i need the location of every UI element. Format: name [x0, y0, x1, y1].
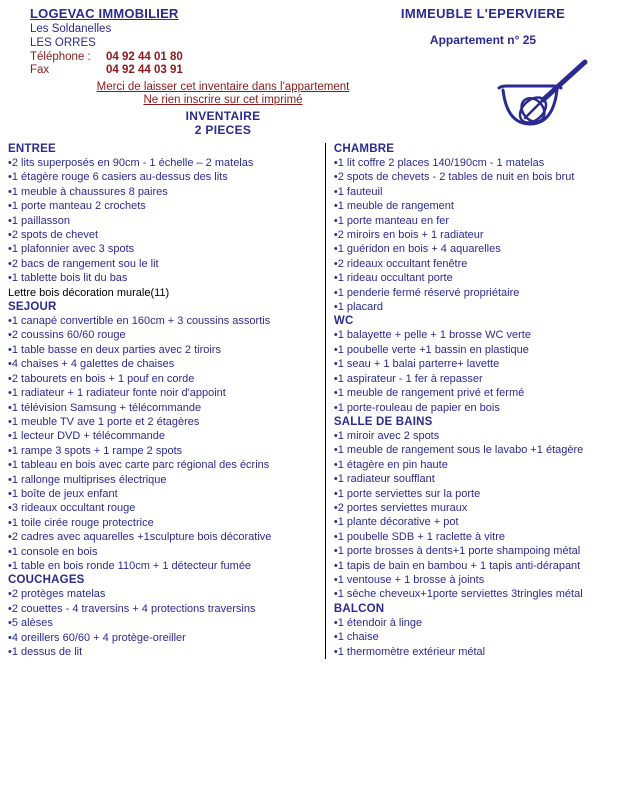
list-item: •2 spots de chevet [8, 229, 99, 242]
list-item: •1 rideau occultant porte [333, 272, 453, 285]
section-title-couchages: COUCHAGES [8, 574, 85, 587]
list-item: •2 coussins 60/60 rouge [8, 329, 126, 342]
section-items-balcon [334, 616, 631, 659]
section-items-sejour [8, 314, 319, 573]
agency-address-line1: Les Soldanelles [30, 23, 112, 35]
list-item: •1 meuble de rangement privé et fermé [333, 387, 525, 400]
apartment-number: Appartement n° 25 [429, 33, 537, 47]
notices-block [8, 81, 438, 137]
agency-address-line2: LES ORRES [30, 37, 96, 49]
inventory-columns [8, 143, 631, 659]
list-item: •1 radiateur + 1 radiateur fonte noir d'appoint [8, 387, 226, 400]
phone-row [30, 51, 338, 63]
list-item: •1 chaise [333, 631, 379, 644]
list-item: •1 canapé convertible en 160cm + 3 coussins assortis [8, 315, 271, 328]
section-items-couchages [8, 587, 319, 659]
list-item: •1 radiateur soufflant [333, 473, 435, 486]
list-item: •4 chaises + 4 galettes de chaises [8, 358, 175, 371]
list-item: •2 protèges matelas [8, 588, 106, 601]
phone-label: Téléphone : [30, 51, 91, 63]
list-item: •1 tapis de bain en bambou + 1 tapis anti-dérapant [333, 559, 581, 572]
fax-label: Fax [30, 64, 50, 76]
list-item: •1 rampe 3 spots + 1 rampe 2 spots [8, 444, 183, 457]
list-item: •1 lit coffre 2 places 140/190cm - 1 matelas [333, 157, 545, 169]
list-item: •1 rallonge multiprises électrique [8, 473, 167, 486]
list-item: •1 porte serviettes sur la porte [333, 487, 481, 500]
list-item-wall-decor: Lettre bois décoration murale(11) [8, 286, 170, 299]
inventory-subtitle: 2 PIECES [194, 123, 252, 137]
list-item: •2 lits superposés en 90cm - 1 échelle – 2 matelas [8, 157, 254, 169]
list-item: •1 télévision Samsung + télécommande [8, 401, 202, 414]
list-item: •1 porte brosses à dents+1 porte shampoing métal [333, 545, 581, 558]
list-item: •1 étagère en pin haute [333, 458, 448, 471]
list-item: •1 aspirateur - 1 fer à repasser [333, 372, 483, 385]
list-item: •1 dessus de lit [8, 646, 83, 658]
section-title-entree: ENTREE [8, 143, 56, 155]
list-item: •1 lecteur DVD + télécommande [8, 430, 166, 443]
section-items-chambre [334, 156, 631, 314]
section-title-chambre: CHAMBRE [333, 143, 395, 155]
list-item: •3 rideaux occultant rouge [8, 502, 136, 515]
list-item: •1 thermomètre extérieur métal [333, 645, 486, 658]
fax-row [30, 64, 338, 76]
section-title-salle-de-bains: SALLE DE BAINS [333, 415, 433, 428]
list-item: •1 porte manteau 2 crochets [8, 200, 146, 213]
list-item: •1 fauteuil [333, 185, 383, 198]
section-title-wc: WC [333, 315, 354, 328]
list-item: •1 balayette + pelle + 1 brosse WC verte [333, 329, 531, 342]
agency-name: LOGEVAC IMMOBILIER [30, 6, 179, 21]
list-item: •2 couettes - 4 traversins + 4 protections traversins [8, 602, 256, 615]
section-items-salle-de-bains [334, 429, 631, 602]
notice-line-1: Merci de laisser cet inventaire dans l'appartement [96, 81, 350, 93]
list-item: •1 paillasson [8, 214, 70, 227]
fax-value: 04 92 44 03 91 [106, 64, 183, 76]
left-column [8, 143, 326, 659]
list-item: •2 cadres avec aquarelles +1sculpture bois décorative [8, 531, 272, 544]
list-item: •1 meuble de rangement sous le lavabo +1 étagère [333, 444, 584, 457]
list-item: •2 rideaux occultant fenêtre [333, 257, 468, 270]
list-item: •1 miroir avec 2 spots [333, 429, 440, 442]
list-item: •1 sèche cheveux+1porte serviettes 3tringles métal [333, 588, 583, 601]
section-items-entree [8, 156, 319, 300]
list-item: •1 table basse en deux parties avec 2 tiroirs [8, 343, 221, 356]
list-item: •1 tableau en bois avec carte parc régional des écrins [8, 459, 270, 472]
list-item: •1 meuble TV ave 1 porte et 2 étagères [8, 415, 200, 428]
list-item: •1 toile cirée rouge protectrice [8, 516, 154, 529]
inventory-title: INVENTAIRE [185, 109, 261, 123]
whisk-and-bowl-icon [481, 52, 601, 144]
list-item: •5 alèses [8, 617, 53, 630]
list-item: •1 étagère rouge 6 casiers au-dessus des lits [8, 171, 228, 184]
list-item: •1 plante décorative + pot [333, 516, 459, 529]
list-item: •1 placard [333, 301, 384, 314]
list-item: •1 porte manteau en fer [333, 214, 450, 227]
list-item: •1 seau + 1 balai parterre+ lavette [333, 358, 500, 371]
list-item: •1 ventouse + 1 brosse à joints [333, 573, 485, 586]
list-item: •1 table en bois ronde 110cm + 1 détecteur fumée [8, 559, 252, 572]
notice-line-2: Ne rien inscrire sur cet imprimé [143, 94, 303, 106]
section-items-wc [334, 328, 631, 414]
list-item: •4 oreillers 60/60 + 4 protège-oreiller [8, 631, 186, 644]
list-item: •1 poubelle SDB + 1 raclette à vitre [333, 530, 505, 543]
list-item: •2 portes serviettes muraux [333, 501, 468, 514]
agency-block [8, 6, 338, 77]
section-title-sejour: SEJOUR [8, 301, 57, 314]
list-item: •2 spots de chevets - 2 tables de nuit en bois brut [333, 171, 575, 184]
list-item: •2 miroirs en bois + 1 radiateur [333, 229, 484, 242]
list-item: •1 plafonnier avec 3 spots [8, 243, 135, 256]
building-name: IMMEUBLE L'EPERVIERE [400, 6, 566, 21]
list-item: •1 tablette bois lit du bas [8, 272, 128, 285]
list-item: •1 guéridon en bois + 4 aquarelles [333, 243, 501, 256]
list-item: •1 porte-rouleau de papier en bois [333, 401, 500, 414]
section-title-balcon: BALCON [333, 602, 385, 615]
list-item: •1 meuble à chaussures 8 paires [8, 185, 168, 198]
list-item: •1 console en bois [8, 545, 98, 558]
list-item: •1 meuble de rangement [333, 200, 454, 213]
list-item: •1 penderie fermé réservé propriétaire [333, 286, 520, 299]
right-column [326, 143, 631, 659]
list-item: •1 boîte de jeux enfant [8, 487, 118, 500]
list-item: •1 poubelle verte +1 bassin en plastique [333, 343, 529, 356]
list-item: •1 étendoir à linge [333, 616, 423, 629]
list-item: •2 tabourets en bois + 1 pouf en corde [8, 372, 195, 385]
phone-value: 04 92 44 01 80 [106, 51, 183, 63]
list-item: •2 bacs de rangement sou le lit [8, 257, 159, 270]
